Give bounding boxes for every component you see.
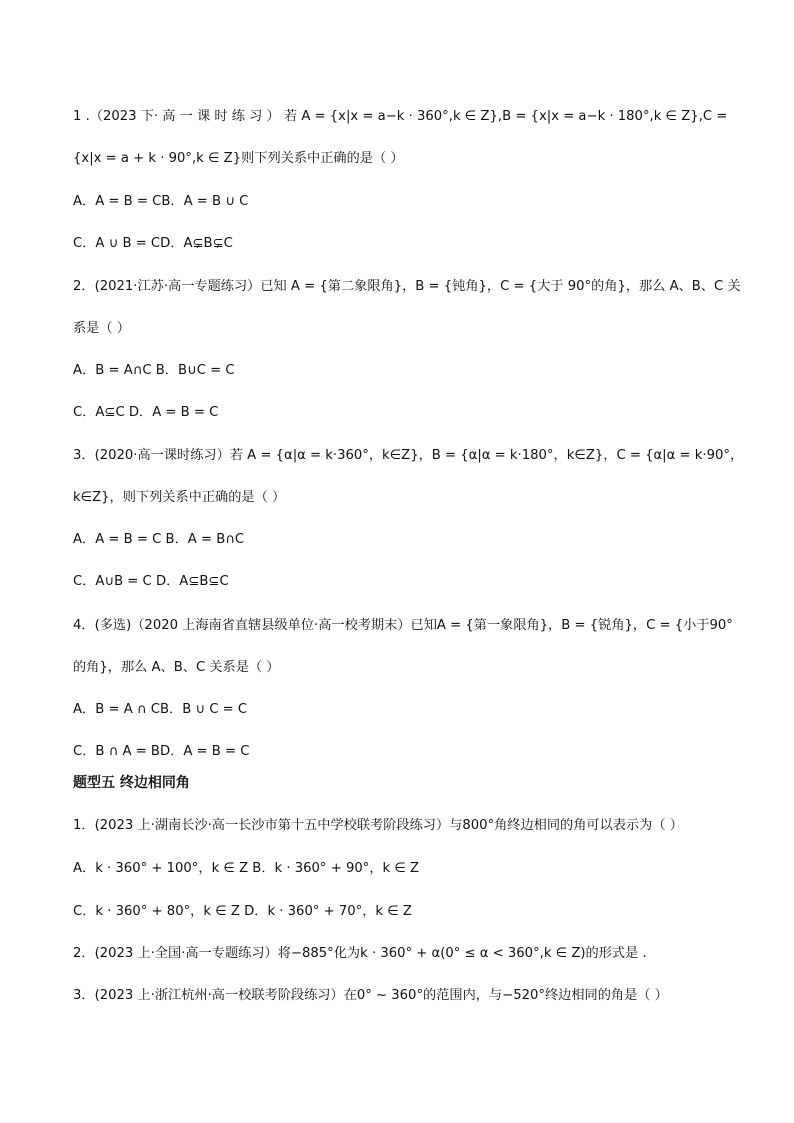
- section5-question-1-options-ab: A．k · 360° + 100°，k ∈ Z B．k · 360° + 90°，k ∈ Z: [73, 861, 420, 876]
- question-4-options-ab: A．B = A ∩ CB．B ∪ C = C: [73, 702, 248, 717]
- section5-question-2-text: 2．(2023 上·全国·高一专题练习）将−885°化为k · 360° + α(0° ≤ α < 360°,k ∈ Z)的形式是 .: [73, 946, 647, 961]
- section5-question-3-text: 3．(2023 上·浙江杭州·高一校联考阶段练习）在0° ~ 360°的范围内，与−520°终边相同的角是（ ）: [73, 988, 668, 1003]
- question-2-text-continued: 系是（ ）: [73, 321, 130, 336]
- question-3-options-ab: A．A = B = C B．A = B∩C: [73, 532, 245, 547]
- question-3-text: 3．(2020·高一课时练习）若 A = {α|α = k·360°，k∈Z}，B = {α|α = k·180°，k∈Z}，C = {α|α = k·90°，: [73, 448, 744, 463]
- question-4-text-continued: 的角}，那么 A、B、C 关系是（ ）: [73, 660, 280, 675]
- question-3-options-cd: C．A∪B = C D．A⊆B⊆C: [73, 574, 229, 589]
- question-1-options-ab: A．A = B = CB．A = B ∪ C: [73, 194, 249, 209]
- section-title: 题型五 终边相同角: [73, 775, 190, 791]
- question-1-text-continued: {x|x = a + k · 90°,k ∈ Z}则下列关系中正确的是（ ）: [73, 151, 404, 166]
- question-2-text: 2．(2021·江苏·高一专题练习）已知 A = {第二象限角}，B = {钝角}，C = {大于 90°的角}，那么 A、B、C 关: [73, 279, 741, 294]
- question-2-options-cd: C．A⊆C D．A = B = C: [73, 405, 219, 420]
- question-1-options-cd: C．A ∪ B = CD．A⊊B⊊C: [73, 236, 233, 251]
- question-2-options-ab: A．B = A∩C B．B∪C = C: [73, 363, 235, 378]
- question-4-text: 4．(多选)（2020 上海南省直辖县级单位·高一校考期末）已知A = {第一象限角}，B = {锐角}，C = {小于90°: [73, 618, 733, 633]
- question-1-text: 1 .（2023 下· 高 一 课 时 练 习 ） 若 A = {x|x = a−k · 360°,k ∈ Z},B = {x|x = a−k · 180°,k ∈ Z},C =: [73, 109, 728, 124]
- question-3-text-continued: k∈Z}，则下列关系中正确的是（ ）: [73, 490, 286, 505]
- question-4-options-cd: C．B ∩ A = BD．A = B = C: [73, 744, 250, 759]
- section5-question-1-options-cd: C．k · 360° + 80°，k ∈ Z D．k · 360° + 70°，k ∈ Z: [73, 904, 412, 919]
- section5-question-1-text: 1．(2023 上·湖南长沙·高一长沙市第十五中学校联考阶段练习）与800°角终边相同的角可以表示为（ ）: [73, 818, 683, 833]
